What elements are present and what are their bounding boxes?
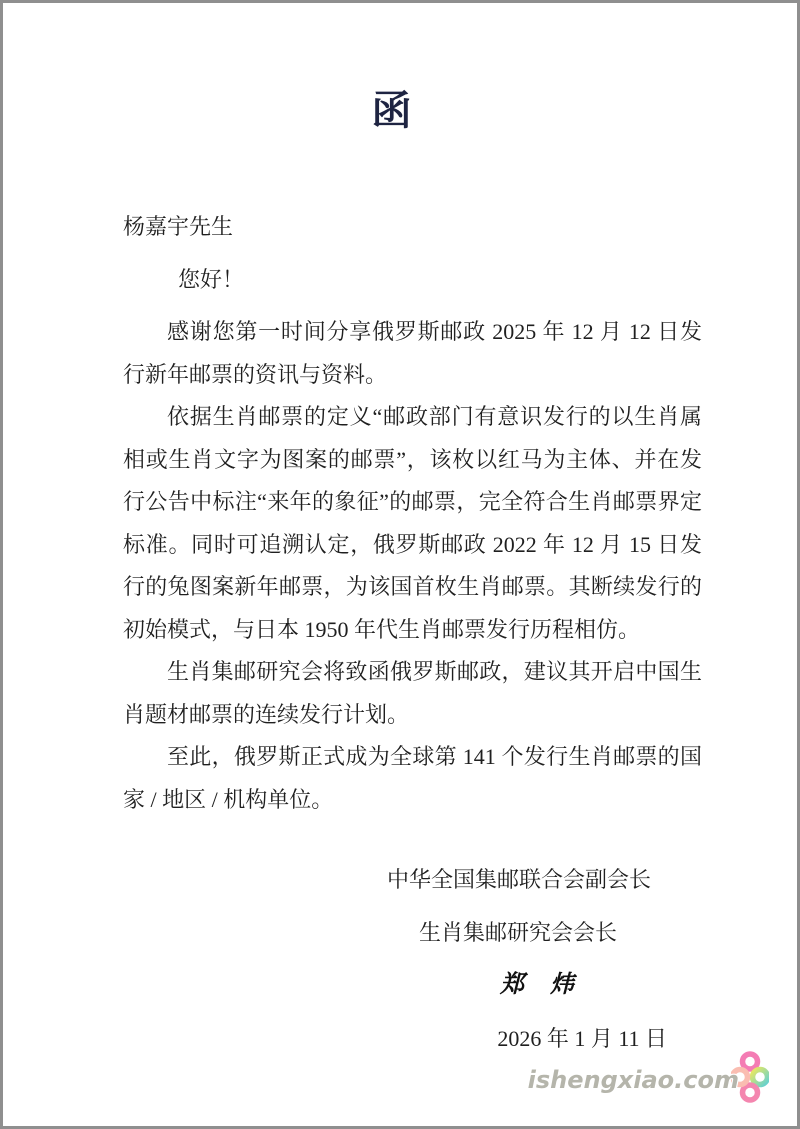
- paragraph-conclusion: 至此，俄罗斯正式成为全球第 141 个发行生肖邮票的国家 / 地区 / 机构单位。: [123, 744, 702, 812]
- letter-title: 函: [371, 88, 414, 133]
- recipient-line: 杨嘉宇先生: [123, 214, 234, 239]
- signature-org-line2: 生肖集邮研究会会长: [418, 920, 617, 945]
- letter-body: [3, 206, 797, 821]
- paragraph-thanks: 感谢您第一时间分享俄罗斯邮政 2025 年 12 月 12 日发行新年邮票的资讯与资料。: [123, 319, 702, 387]
- paragraph-definition: 依据生肖邮票的定义“邮政部门有意识发行的以生肖属相或生肖文字为图案的邮票”，该枚以红马为主体、并在发行公告中标注“来年的象征”的邮票，完全符合生肖邮票界定标准。同时可追溯认定，俄罗斯邮政 2022 年 12 月 15 日发行的兔图案新年邮票，为该国首枚生肖邮票。其断续发行的初始模式，与日本 1950 年代生肖邮票发行历程相仿。: [123, 404, 702, 642]
- paragraph-proposal: 生肖集邮研究会将致函俄罗斯邮政，建议其开启中国生肖题材邮票的连续发行计划。: [123, 659, 702, 727]
- signature-date: 2026 年 1 月 11 日: [497, 1026, 667, 1051]
- greeting-line: 您好！: [178, 266, 245, 292]
- signature-org-line1: 中华全国集邮联合会副会长: [386, 867, 651, 892]
- watermark-text: ishengxiao.com: [527, 1065, 739, 1094]
- signature-name: 郑 炜: [500, 972, 584, 998]
- signature-block: [3, 853, 797, 1065]
